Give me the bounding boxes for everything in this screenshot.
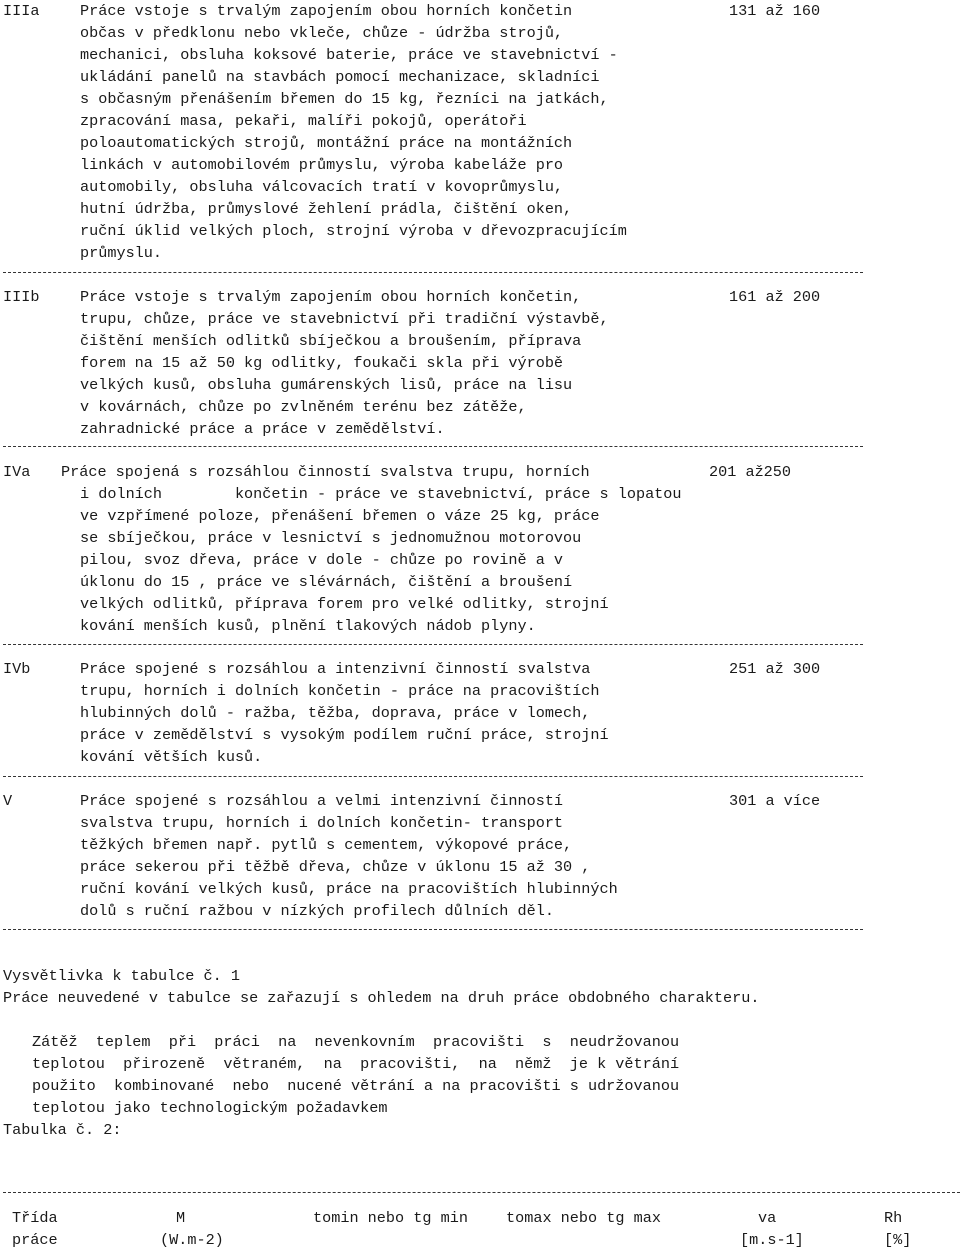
table-row-range: 131 až 160 [729, 2, 821, 20]
table-row-description-line: se sbíječkou, práce v lesnictví s jednomužnou motorovou [80, 529, 582, 547]
header-cell: (W.m-2) [160, 1231, 224, 1249]
table-row-description-line: velkých odlitků, příprava forem pro velké odlitky, strojní [80, 595, 609, 613]
header-cell: práce [12, 1231, 58, 1249]
table-row-description-line: úklonu do 15 , práce ve slévárnách, čištění a broušení [80, 573, 573, 591]
table-row-description-line: ve vzpřímené poloze, přenášení břemen o váze 25 kg, práce [80, 507, 600, 525]
table-row-description-line: těžkých břemen např. pytlů s cementem, výkopové práce, [80, 836, 573, 854]
table-row-description-line: práce v zemědělství s vysokým podílem ruční práce, strojní [80, 726, 609, 744]
table2-label: Tabulka č. 2: [3, 1121, 122, 1139]
table-row-description-line: Práce spojené s rozsáhlou a velmi intenzivní činností [80, 792, 564, 810]
paragraph-line: Zátěž teplem při práci na nevenkovním pracovišti s neudržovanou [32, 1033, 680, 1051]
table-row-range: 301 a více [729, 792, 821, 810]
table-row-code: IVb [3, 660, 31, 678]
header-cell: tomin nebo tg min [313, 1209, 468, 1227]
table-row-description-line: zpracování masa, pekaři, malíři pokojů, operátoři [80, 112, 527, 130]
table-row-range: 201 až250 [709, 463, 792, 481]
table-row-description-line: kování větších kusů. [80, 748, 263, 766]
header-cell: [m.s-1] [740, 1231, 804, 1249]
dashed-separator [3, 1192, 960, 1193]
table-row-description-line: kování menších kusů, plnění tlakových nádob plyny. [80, 617, 536, 635]
header-cell: va [758, 1209, 777, 1227]
dashed-separator [3, 644, 863, 645]
table-row-description-line: i dolních končetin - práce ve stavebnictví, práce s lopatou [80, 485, 682, 503]
dashed-separator [3, 446, 863, 447]
table-row-code: IIIb [3, 288, 40, 306]
table-row-description-line: ruční úklid velkých ploch, strojní výroba v dřevozpracujícím [80, 222, 627, 240]
table-row-description-line: občas v předklonu nebo vkleče, chůze - údržba strojů, [80, 24, 564, 42]
dashed-separator [3, 929, 863, 930]
table-row-description-line: automobily, obsluha válcovacích tratí v kovoprůmyslu, [80, 178, 564, 196]
paragraph-line: použito kombinované nebo nucené větrání a na pracovišti s udržovanou [32, 1077, 680, 1095]
table-row-description-line: Práce vstoje s trvalým zapojením obou horních končetin, [80, 288, 582, 306]
table-row-description-line: Práce spojená s rozsáhlou činností svalstva trupu, horních [61, 463, 590, 481]
table-row-description-line: ukládání panelů na stavbách pomocí mechanizace, skladníci [80, 68, 600, 86]
table-row-description-line: práce sekerou při těžbě dřeva, chůze v úklonu 15 až 30 , [80, 858, 591, 876]
table-row-description-line: v kovárnách, chůze po zvlněném terénu bez zátěže, [80, 398, 527, 416]
table-row-description-line: s občasným přenášením břemen do 15 kg, řezníci na jatkách, [80, 90, 609, 108]
table-row-description-line: linkách v automobilovém průmyslu, výroba kabeláže pro [80, 156, 564, 174]
note-text: Práce neuvedené v tabulce se zařazují s ohledem na druh práce obdobného charakteru. [3, 989, 760, 1007]
table-row-description-line: Práce spojené s rozsáhlou a intenzivní činností svalstva [80, 660, 591, 678]
dashed-separator [3, 272, 863, 273]
table-row-description-line: hutní údržba, průmyslové žehlení prádla, čištění oken, [80, 200, 573, 218]
table-row-description-line: velkých kusů, obsluha gumárenských lisů, práce na lisu [80, 376, 573, 394]
table-row-description-line: trupu, horních i dolních končetin - práce na pracovištích [80, 682, 600, 700]
table-row-description-line: ruční kování velkých kusů, práce na pracovištích hlubinných [80, 880, 618, 898]
table-row-description-line: pilou, svoz dřeva, práce v dole - chůze po rovině a v [80, 551, 564, 569]
table-row-description-line: forem na 15 až 50 kg odlitky, foukači skla při výrobě [80, 354, 564, 372]
dashed-separator [3, 776, 863, 777]
table-row-code: V [3, 792, 13, 810]
table-row-description-line: poloautomatických strojů, montážní práce na montážních [80, 134, 573, 152]
table-row-description-line: trupu, chůze, práce ve stavebnictví při tradiční výstavbě, [80, 310, 609, 328]
table-row-range: 251 až 300 [729, 660, 821, 678]
table-row-description-line: dolů s ruční ražbou v nízkých profilech důlních děl. [80, 902, 554, 920]
paragraph-line: teplotou přirozeně větraném, na pracovišti, na němž je k větrání [32, 1055, 680, 1073]
note-title: Vysvětlivka k tabulce č. 1 [3, 967, 240, 985]
table-row-code: IIIa [3, 2, 40, 20]
header-cell: Rh [884, 1209, 903, 1227]
table-row-description-line: čištění menších odlitků sbíječkou a broušením, příprava [80, 332, 582, 350]
table-row-range: 161 až 200 [729, 288, 821, 306]
header-cell: [%] [884, 1231, 912, 1249]
table-row-description-line: hlubinných dolů - ražba, těžba, doprava, práce v lomech, [80, 704, 591, 722]
table-row-description-line: průmyslu. [80, 244, 163, 262]
table-row-description-line: mechanici, obsluha koksové baterie, práce ve stavebnictví - [80, 46, 618, 64]
table-row-description-line: svalstva trupu, horních i dolních končetin- transport [80, 814, 564, 832]
header-cell: tomax nebo tg max [506, 1209, 661, 1227]
header-cell: M [176, 1209, 186, 1227]
table-row-code: IVa [3, 463, 31, 481]
table-row-description-line: zahradnické práce a práce v zemědělství. [80, 420, 445, 438]
header-cell: Třída [12, 1209, 58, 1227]
table-row-description-line: Práce vstoje s trvalým zapojením obou horních končetin [80, 2, 573, 20]
paragraph-line: teplotou jako technologickým požadavkem [32, 1099, 388, 1117]
